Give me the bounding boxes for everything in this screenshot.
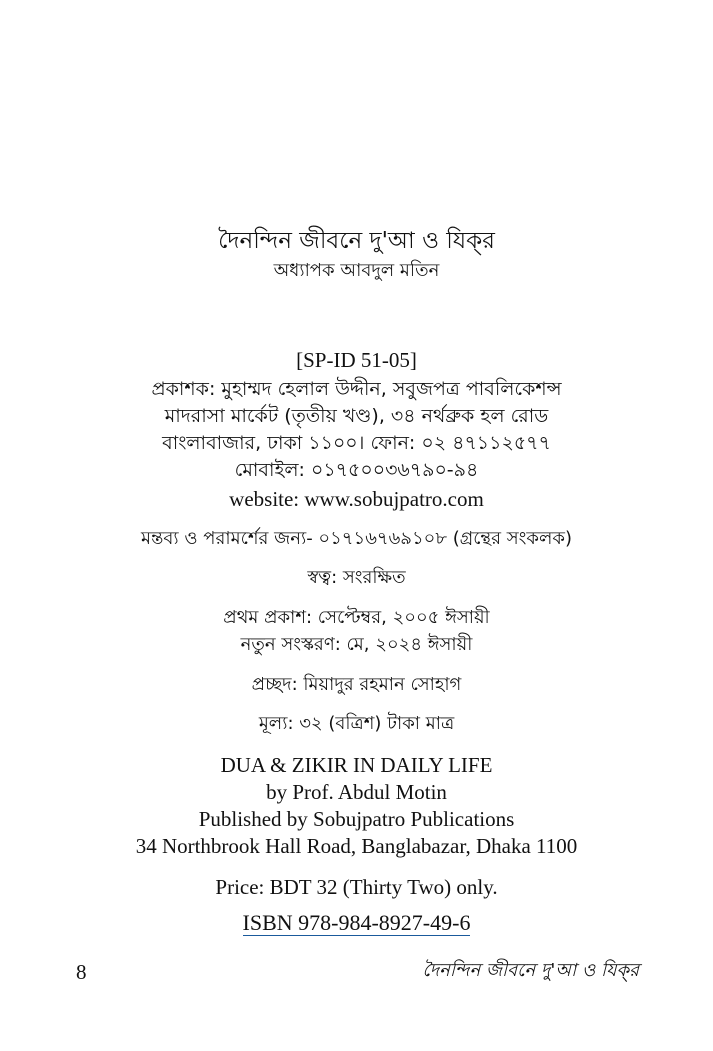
english-price: Price: BDT 32 (Thirty Two) only. bbox=[215, 875, 498, 899]
address-line-2: বাংলাবাজার, ঢাকা ১১০০। ফোন: ০২ ৪৭১১২৫৭৭ bbox=[162, 432, 551, 454]
price-bangla-line: মূল্য: ৩২ (বত্রিশ) টাকা মাত্র bbox=[258, 713, 455, 734]
book-author: অধ্যাপক আবদুল মতিন bbox=[273, 260, 440, 281]
first-edition-line: প্রথম প্রকাশ: সেপ্টেম্বর, ২০০৫ ঈসায়ী bbox=[223, 607, 490, 628]
sp-id: [SP-ID 51-05] bbox=[296, 348, 417, 372]
running-head: দৈনন্দিন জীবনে দু'আ ও যিক্‌র bbox=[422, 960, 639, 981]
publisher-line: প্রকাশক: মুহাম্মদ হেলাল উদ্দীন, সবুজপত্র পাবলিকেশন্স bbox=[151, 378, 562, 400]
english-title: DUA & ZIKIR IN DAILY LIFE bbox=[220, 753, 493, 777]
contact-line: মন্তব্য ও পরামর্শের জন্য- ০১৭১৬৭৬৯১০৮ (গ্রন্থের সংকলক) bbox=[140, 528, 573, 549]
new-edition-line: নতুন সংস্করণ: মে, ২০২৪ ঈসায়ী bbox=[240, 634, 473, 655]
isbn-link[interactable]: ISBN 978-984-8927-49-6 bbox=[242, 910, 471, 935]
mobile-line: মোবাইল: ০১৭৫০০৩৬৭৯০-৯৪ bbox=[234, 459, 479, 481]
website-line: website: www.sobujpatro.com bbox=[229, 487, 484, 511]
english-address: 34 Northbrook Hall Road, Banglabazar, Dhaka 1100 bbox=[135, 834, 578, 858]
book-title: দৈনন্দিন জীবনে দু'আ ও যিক্‌র bbox=[218, 228, 495, 254]
page-number: 8 bbox=[76, 960, 87, 984]
english-author: by Prof. Abdul Motin bbox=[266, 780, 447, 804]
english-publisher: Published by Sobujpatro Publications bbox=[198, 807, 515, 831]
address-line-1: মাদরাসা মার্কেট (তৃতীয় খণ্ড), ৩৪ নর্থব্রুক হল রোড bbox=[164, 405, 549, 427]
cover-designer-line: প্রচ্ছদ: মিয়াদুর রহমান সোহাগ bbox=[251, 674, 462, 695]
isbn-container bbox=[0, 912, 713, 936]
rights-line: স্বত্ব: সংরক্ষিত bbox=[307, 567, 406, 588]
